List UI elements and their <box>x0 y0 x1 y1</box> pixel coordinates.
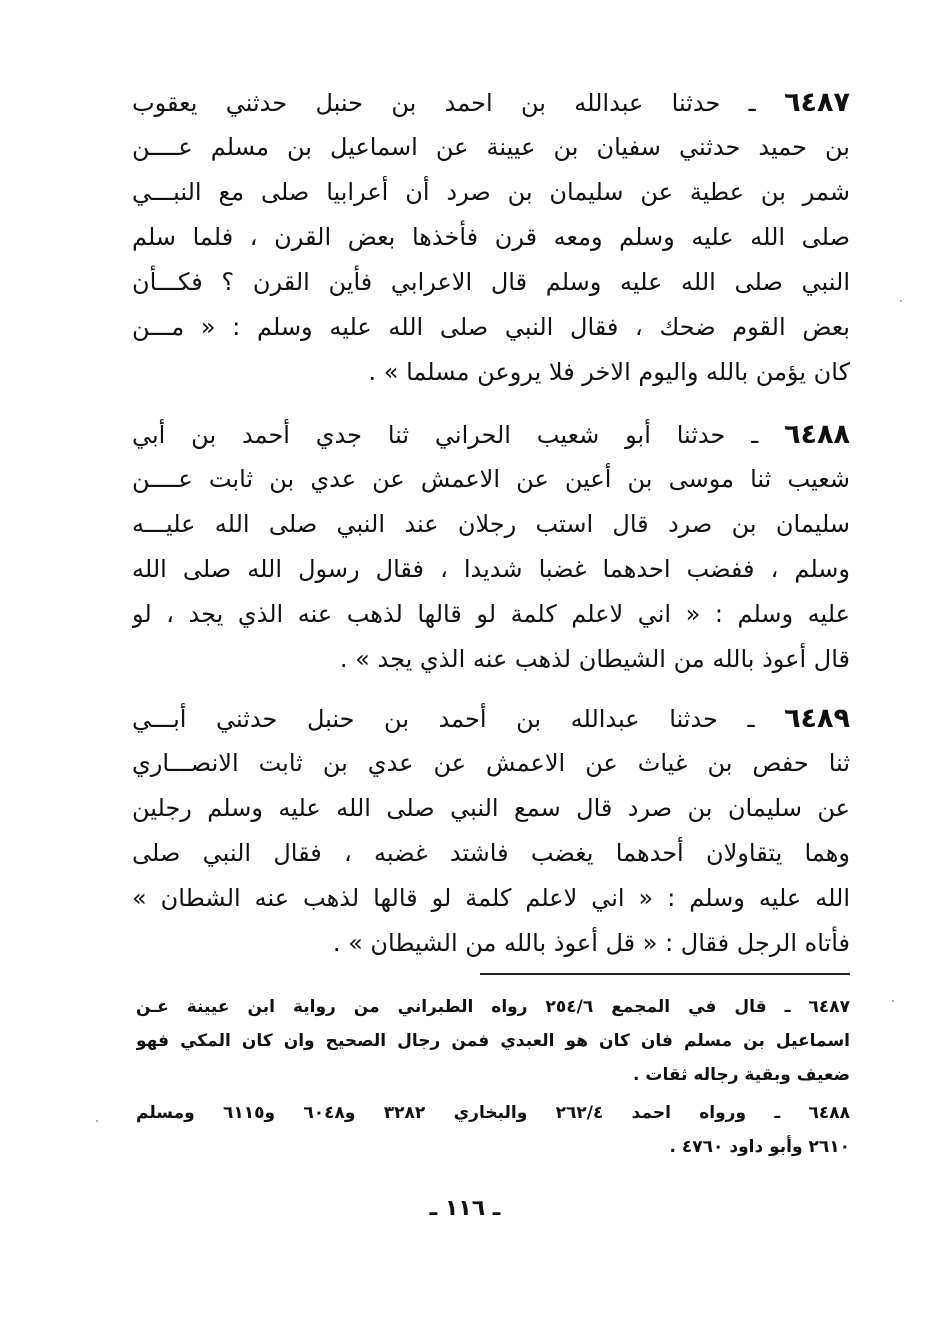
hadith-line: شمر بن عطية عن سليمان بن صرد أن أعرابيا صلى مع النبـــي <box>132 178 850 206</box>
scan-speck <box>900 300 902 302</box>
hadith-line: بن حميد حدثني سفيان بن عيينة عن اسماعيل بن مسلم عــــن <box>132 133 850 161</box>
footnote-divider <box>480 973 850 975</box>
hadith-line: سليمان بن صرد قال استب رجلان عند النبي صلى الله عليـــه <box>132 510 850 538</box>
hadith-line: الله عليه وسلم : « اني لاعلم كلمة لو قالها لذهب عنه الشطان » <box>132 884 850 912</box>
hadith-line: وهما يتقاولان أحدهما يغضب فاشتد غضبه ، فقال النبي صلى <box>132 839 850 867</box>
footnote-6488 <box>136 1096 850 1164</box>
hadith-line: صلى الله عليه وسلم ومعه قرن فأخذها بعض القرن ، فلما سلم <box>132 223 850 251</box>
hadith-line: وسلم ، ففضب احدهما غضبا شديدا ، فقال رسول الله صلى الله <box>132 555 850 583</box>
footnote-6487 <box>136 990 850 1092</box>
hadith-number: ٦٤٨٧ <box>784 87 850 118</box>
hadith-line: قال أعوذ بالله من الشيطان لذهب عنه الذي يجد » . <box>339 645 850 673</box>
footnote-line: ٦٤٨٨ ـ ورواه احمد ٢٦٢/٤ والبخاري ٣٢٨٢ و٦٠٤٨ و٦١١٥ ومسلم <box>136 1103 850 1123</box>
footnotes <box>136 990 850 1164</box>
hadith-number: ٦٤٨٩ <box>784 703 850 734</box>
hadith-number: ٦٤٨٨ <box>784 419 850 450</box>
footnote-line: ٢٦١٠ وأبو داود ٤٧٦٠ . <box>669 1137 850 1157</box>
hadith-line: ثنا حفص بن غياث عن الاعمش عن عدي بن ثابت الانصـــاري <box>132 749 850 777</box>
hadith-line: شعيب ثنا موسى بن أعين عن الاعمش عن عدي بن ثابت عــــن <box>132 465 850 493</box>
hadith-line: فأتاه الرجل فقال : « قل أعوذ بالله من الشيطان » . <box>332 929 850 957</box>
footnote-line: ضعيف وبقية رجاله ثقات . <box>633 1065 850 1085</box>
page-number: ـ ١١٦ ـ <box>429 1196 501 1221</box>
hadith-line: عليه وسلم : « اني لاعلم كلمة لو قالها لذهب عنه الذي يجد ، لو <box>132 600 850 628</box>
hadith-6489 <box>132 696 850 966</box>
scan-speck <box>96 1120 98 1122</box>
footnote-line: ٦٤٨٧ ـ قال في المجمع ٢٥٤/٦ رواه الطبراني من رواية ابن عيينة عـن <box>136 997 850 1017</box>
hadith-line: ٦٤٨٧ ـ حدثنا عبدالله بن احمد بن حنبل حدثني يعقوب <box>132 87 850 118</box>
hadith-line: ٦٤٨٨ ـ حدثنا أبو شعيب الحراني ثنا جدي أحمد بن أبي <box>132 419 850 450</box>
hadith-6488 <box>132 412 850 682</box>
hadith-line: النبي صلى الله عليه وسلم قال الاعرابي فأين القرن ؟ فكـــأن <box>132 268 850 296</box>
hadith-line: كان يؤمن بالله واليوم الاخر فلا يروعن مسلما » . <box>368 358 850 386</box>
hadith-6487 <box>132 80 850 395</box>
scan-speck <box>892 1000 894 1002</box>
hadith-line: ٦٤٨٩ ـ حدثنا عبدالله بن أحمد بن حنبل حدثني أبـــي <box>132 703 850 734</box>
hadith-line: بعض القوم ضحك ، فقال النبي صلى الله عليه وسلم : « مـــن <box>132 313 850 341</box>
hadith-line: عن سليمان بن صرد قال سمع النبي صلى الله عليه وسلم رجلين <box>132 794 850 822</box>
footnote-line: اسماعيل بن مسلم فان كان هو العبدي فمن رجال الصحيح وان كان المكي فهو <box>136 1031 850 1051</box>
